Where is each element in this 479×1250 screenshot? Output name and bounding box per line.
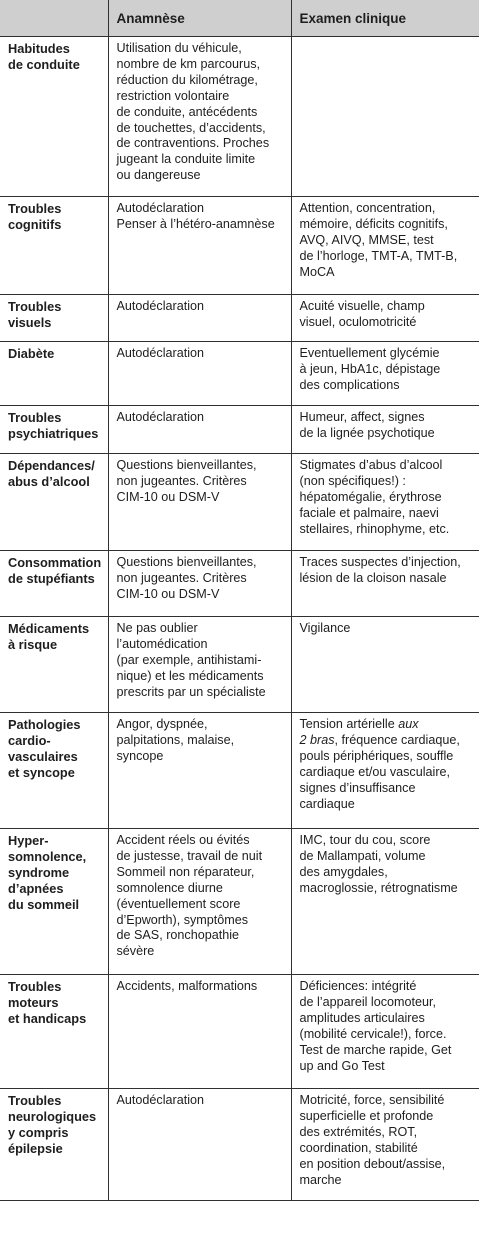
table-row xyxy=(0,829,479,975)
table-row xyxy=(0,37,479,197)
row-examen: Déficiences: intégrité de l’appareil locomoteur, amplitudes articulaires (mobilité cervicale!), force. Test de marche rapide, Get up and Go Test xyxy=(291,975,479,1089)
row-category: Troubles visuels xyxy=(0,295,108,342)
row-examen: Vigilance xyxy=(291,617,479,713)
examen-text-after: , fréquence cardiaque, pouls périphériques, souffle cardiaque et/ou vasculaire, signes d’insuffisance cardiaque xyxy=(299,732,460,811)
row-category: Troubles cognitifs xyxy=(0,197,108,295)
row-category: Hyper- somnolence, syndrome d’apnées du sommeil xyxy=(0,829,108,975)
row-examen: Humeur, affect, signes de la lignée psychotique xyxy=(291,406,479,454)
header-examen-clinique: Examen clinique xyxy=(291,0,479,37)
row-examen xyxy=(291,713,479,829)
row-examen: Traces suspectes d’injection, lésion de la cloison nasale xyxy=(291,551,479,617)
table-row xyxy=(0,295,479,342)
row-category: Troubles moteurs et handicaps xyxy=(0,975,108,1089)
header-row xyxy=(0,0,479,37)
row-category: Diabète xyxy=(0,342,108,406)
row-examen: Stigmates d’abus d’alcool (non spécifiques!) : hépatomégalie, érythrose faciale et palmaire, naevi stellaires, rhinophyme, etc. xyxy=(291,454,479,551)
table-row xyxy=(0,406,479,454)
row-examen: IMC, tour du cou, score de Mallampati, volume des amygdales, macroglossie, rétrognatisme xyxy=(291,829,479,975)
row-examen: Eventuellement glycémie à jeun, HbA1c, dépistage des complications xyxy=(291,342,479,406)
table-row xyxy=(0,1089,479,1201)
row-anamnese: Questions bienveillantes, non jugeantes. Critères CIM-10 ou DSM-V xyxy=(108,551,291,617)
examen-text-italic: aux 2 bras xyxy=(299,717,419,747)
row-category: Troubles neurologiques y compris épilepsie xyxy=(0,1089,108,1201)
row-anamnese: Questions bienveillantes, non jugeantes. Critères CIM-10 ou DSM-V xyxy=(108,454,291,551)
header-empty xyxy=(0,0,108,37)
table-row xyxy=(0,713,479,829)
header-anamnese: Anamnèse xyxy=(108,0,291,37)
row-anamnese: Ne pas oublier l’automédication (par exemple, antihistami- nique) et les médicaments prescrits par un spécialiste xyxy=(108,617,291,713)
row-category: Consommation de stupéfiants xyxy=(0,551,108,617)
row-category: Médicaments à risque xyxy=(0,617,108,713)
row-category: Pathologies cardio- vasculaires et syncope xyxy=(0,713,108,829)
row-anamnese: Autodéclaration xyxy=(108,406,291,454)
table-row xyxy=(0,617,479,713)
row-category: Troubles psychiatriques xyxy=(0,406,108,454)
examen-text-before: Tension artérielle xyxy=(299,717,399,731)
row-examen xyxy=(291,37,479,197)
row-category: Dépendances/ abus d’alcool xyxy=(0,454,108,551)
row-anamnese: Autodéclaration xyxy=(108,1089,291,1201)
row-examen: Motricité, force, sensibilité superficielle et profonde des extrémités, ROT, coordination, stabilité en position debout/assise, marche xyxy=(291,1089,479,1201)
row-category: Habitudes de conduite xyxy=(0,37,108,197)
row-examen: Attention, concentration, mémoire, déficits cognitifs, AVQ, AIVQ, MMSE, test de l’horloge, TMT-A, TMT-B, MoCA xyxy=(291,197,479,295)
row-anamnese: Utilisation du véhicule, nombre de km parcourus, réduction du kilométrage, restriction volontaire de conduite, antécédents de touchettes, d’accidents, de contraventions. Proches jugeant la conduite limite ou dangereuse xyxy=(108,37,291,197)
table-row xyxy=(0,454,479,551)
table-row xyxy=(0,551,479,617)
table-row xyxy=(0,342,479,406)
row-anamnese: Accident réels ou évités de justesse, travail de nuit Sommeil non réparateur, somnolence diurne (éventuellement score d’Epworth), symptômes de SAS, ronchopathie sévère xyxy=(108,829,291,975)
row-anamnese: Autodéclaration xyxy=(108,342,291,406)
row-anamnese: Autodéclaration xyxy=(108,295,291,342)
row-anamnese: Accidents, malformations xyxy=(108,975,291,1089)
table-row xyxy=(0,975,479,1089)
row-examen: Acuité visuelle, champ visuel, oculomotricité xyxy=(291,295,479,342)
row-anamnese: Autodéclaration Penser à l’hétéro-anamnèse xyxy=(108,197,291,295)
row-anamnese: Angor, dyspnée, palpitations, malaise, syncope xyxy=(108,713,291,829)
table-row xyxy=(0,197,479,295)
